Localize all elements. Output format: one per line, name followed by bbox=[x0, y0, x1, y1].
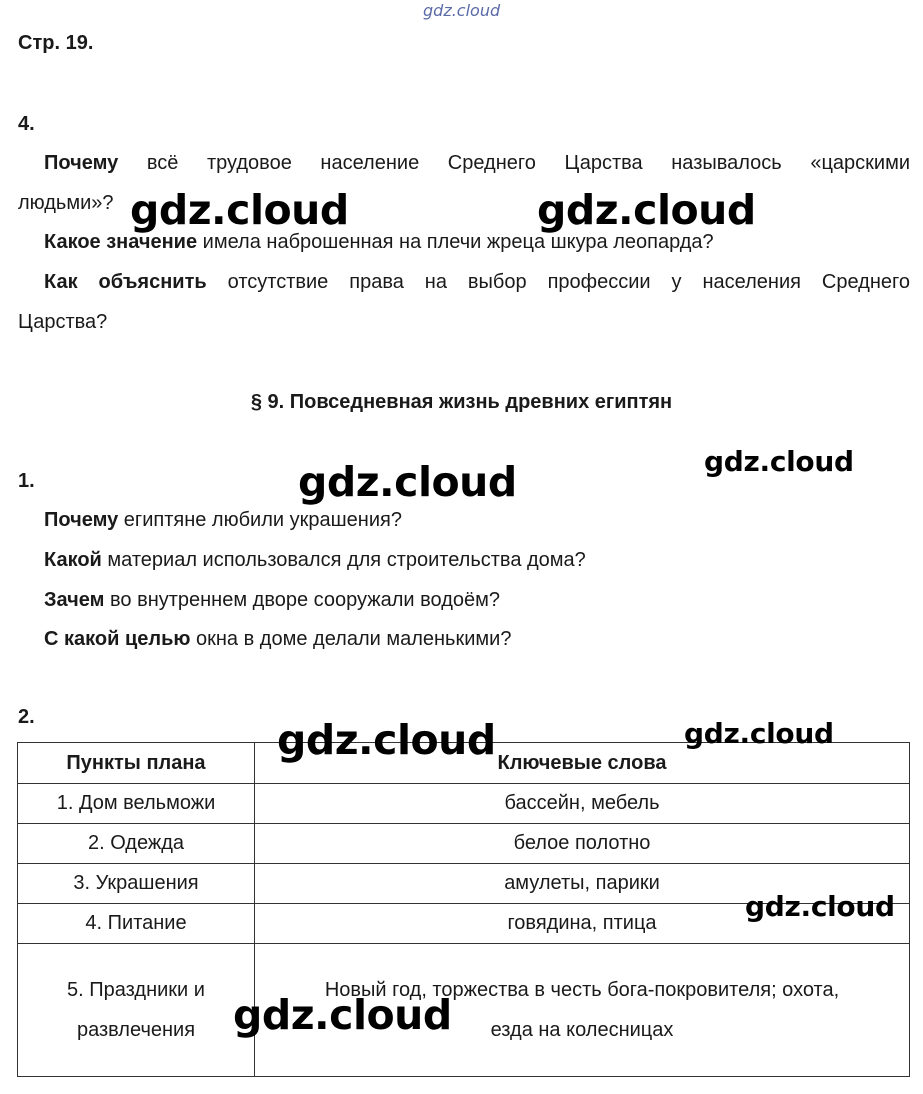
watermark: gdz.cloud bbox=[684, 717, 834, 750]
question-4-3-keyword: Как объяснить bbox=[44, 271, 207, 293]
keywords-cell: амулеты, парики bbox=[255, 864, 910, 904]
table-row bbox=[18, 824, 910, 864]
keywords-cell: бассейн, мебель bbox=[255, 784, 910, 824]
question-4-3-text: отсутствие права на выбор профессии у населения Среднего bbox=[227, 271, 910, 293]
plan-item: 4. Питание bbox=[18, 904, 255, 944]
question-4-1-keyword: Почему bbox=[44, 152, 119, 174]
question-4-2-text: имела наброшенная на плечи жреца шкура леопарда? bbox=[202, 231, 714, 253]
paragraph-title: § 9. Повседневная жизнь древних египтян bbox=[250, 391, 673, 413]
watermark: gdz.cloud bbox=[130, 186, 349, 234]
plan-item: 3. Украшения bbox=[18, 864, 255, 904]
watermark: gdz.cloud bbox=[298, 458, 517, 506]
question-1-4-keyword: С какой целью bbox=[44, 628, 191, 650]
plan-item: 1. Дом вельможи bbox=[18, 784, 255, 824]
question-1-4 bbox=[44, 619, 511, 659]
question-1-1-keyword: Почему bbox=[44, 509, 119, 531]
table-row bbox=[18, 944, 910, 1077]
watermark: gdz.cloud bbox=[745, 890, 895, 923]
question-4-1-continuation: людьми»? bbox=[18, 192, 114, 214]
section-2-number: 2. bbox=[18, 706, 35, 728]
watermark: gdz.cloud bbox=[704, 445, 854, 478]
question-4-2-keyword: Какое значение bbox=[44, 231, 198, 253]
question-4-3 bbox=[18, 262, 910, 302]
question-1-1 bbox=[44, 500, 402, 540]
section-4-number: 4. bbox=[18, 113, 35, 135]
plan-item bbox=[18, 944, 255, 1077]
watermark: gdz.cloud bbox=[233, 991, 452, 1039]
question-1-2 bbox=[44, 540, 586, 580]
page-reference: Стр. 19. bbox=[18, 32, 94, 54]
question-4-1 bbox=[18, 143, 910, 183]
keywords-line-2: езда на колесницах bbox=[490, 1019, 674, 1041]
question-1-1-text: египтяне любили украшения? bbox=[123, 509, 402, 531]
header-plan-items: Пункты плана bbox=[18, 743, 255, 784]
table-row bbox=[18, 784, 910, 824]
question-1-3-keyword: Зачем bbox=[44, 589, 105, 611]
plan-item-line-1: 5. Праздники и bbox=[67, 979, 205, 1001]
plan-item-line-2: развлечения bbox=[76, 1019, 196, 1041]
question-1-3-text: во внутреннем дворе сооружали водоём? bbox=[109, 589, 501, 611]
question-1-2-keyword: Какой bbox=[44, 549, 102, 571]
question-1-4-text: окна в доме делали маленькими? bbox=[196, 628, 512, 650]
keywords-line-1: Новый год, торжества в честь бога-покровителя; охота, bbox=[324, 979, 840, 1001]
watermark: gdz.cloud bbox=[277, 716, 496, 764]
keywords-cell: белое полотно bbox=[255, 824, 910, 864]
question-1-3 bbox=[44, 580, 500, 620]
watermark-top: gdz.cloud bbox=[423, 1, 501, 20]
question-1-2-text: материал использовался для строительства дома? bbox=[107, 549, 586, 571]
plan-item: 2. Одежда bbox=[18, 824, 255, 864]
section-1-number: 1. bbox=[18, 470, 35, 492]
question-4-1-text: всё трудовое население Среднего Царства называлось «царскими bbox=[146, 152, 910, 174]
keywords-cell: говядина, птица bbox=[255, 904, 910, 944]
header-keywords: Ключевые слова bbox=[255, 743, 910, 784]
question-4-3-continuation: Царства? bbox=[18, 311, 108, 333]
watermark: gdz.cloud bbox=[537, 186, 756, 234]
